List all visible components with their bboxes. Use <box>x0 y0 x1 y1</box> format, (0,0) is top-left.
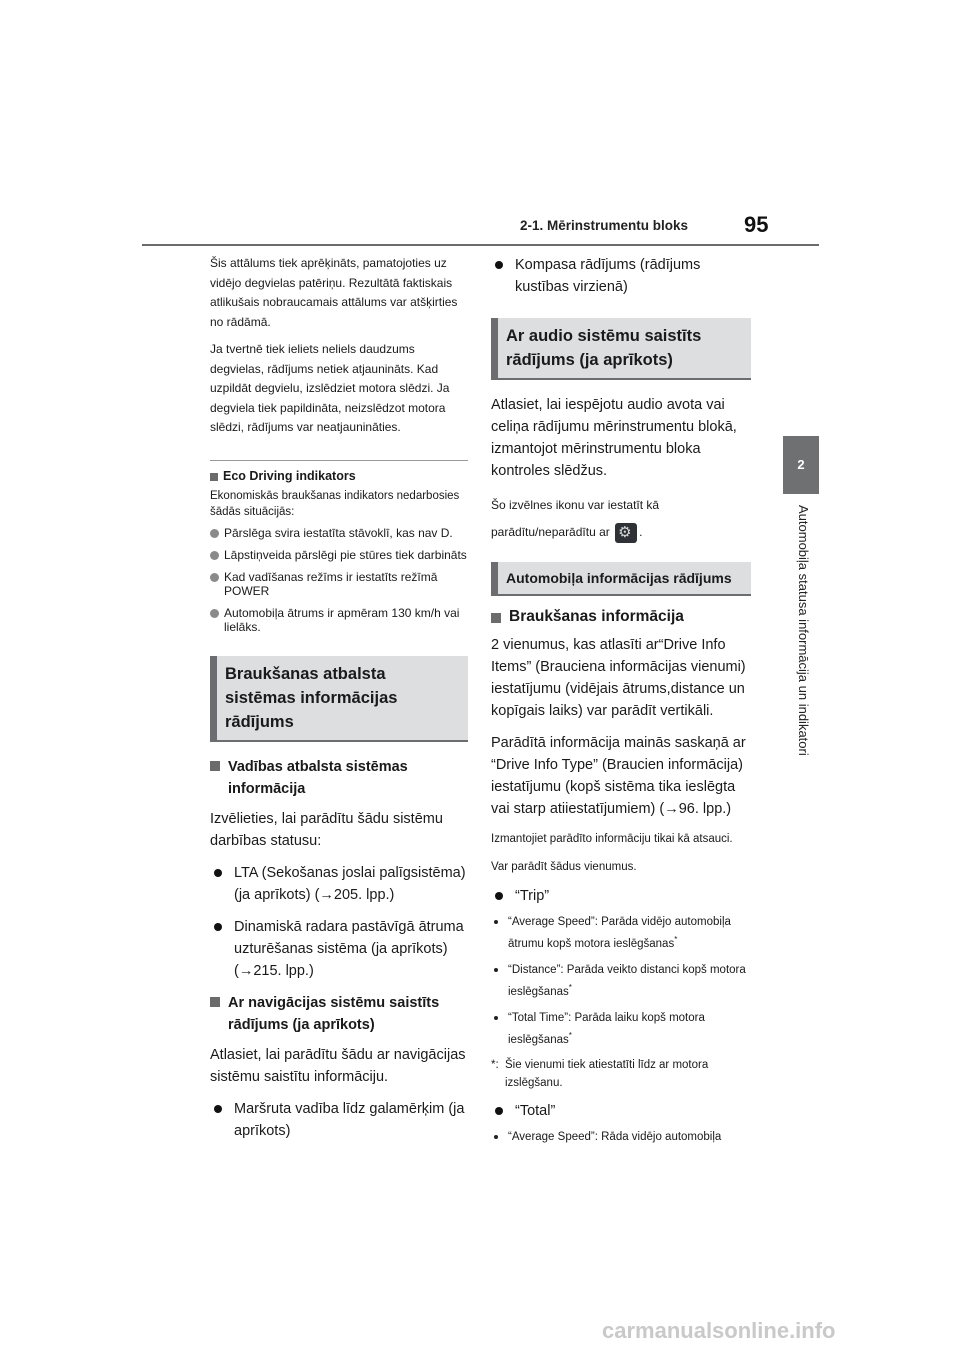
small-dot-icon <box>494 920 498 924</box>
square-bullet-icon <box>210 761 220 771</box>
section-divider <box>210 460 468 461</box>
grey-dot-icon <box>210 609 219 618</box>
reference-note: Izmantojiet parādīto informāciju tikai kā atsauci. <box>491 833 733 845</box>
list-item: Maršruta vadība līdz galamērķim (ja aprīkots) <box>210 1098 468 1142</box>
audio-note: Šo izvēlnes ikonu var iestatīt kā parādītu/neparādītu ar ⚙ . <box>491 498 660 541</box>
page-number: 95 <box>744 212 769 237</box>
list-item: “Average Speed”: Parāda vidējo automobiļa ātrumu kopš motora ieslēgšanas* <box>491 913 751 953</box>
section-title: 2-1. Mērinstrumentu bloks <box>520 218 689 233</box>
list-item: LTA (Sekošanas joslai palīgsistēma) (ja aprīkots) (→205. lpp.) <box>210 862 468 906</box>
chapter-tab: 2 <box>783 436 819 494</box>
grey-dot-icon <box>210 529 219 538</box>
watermark: carmanualsonline.info <box>602 1318 836 1343</box>
square-bullet-icon <box>210 473 218 481</box>
grey-dot-icon <box>210 551 219 560</box>
eco-driving-heading: Eco Driving indikators <box>210 469 468 483</box>
list-item: Automobiļa ātrums ir apmēram 130 km/h vai lielāks. <box>210 606 468 634</box>
intro-paragraph-1: Šis attālums tiek aprēķināts, pamatojoties uz vidējo degvielas patēriņu. Rezultātā faktiskais atlikušais nobraucamais attālums var atšķirties no rādāmā. <box>210 256 458 329</box>
bullet-icon <box>495 892 503 900</box>
header-divider <box>142 244 819 246</box>
list-item: Pārslēga svira iestatīta stāvoklī, kas nav D. <box>210 526 468 540</box>
vehicle-info-box-heading: Automobiļa informācijas rādījums <box>491 562 751 596</box>
intro-paragraph-2: Ja tvertnē tiek ieliets neliels daudzums degvielas, rādījums netiek atjaunināts. Kad uzpildāt degvielu, izslēdziet motora slēdzi. Ja degviela tiek papildināta, neizslēdzot motora slēdzi, rādījums var neatjaunināties. <box>210 342 450 434</box>
list-item: Lāpstiņveida pārslēgi pie stūres tiek darbināts <box>210 548 468 562</box>
bullet-icon <box>495 261 503 269</box>
driving-info-heading: Braukšanas informācija <box>491 608 751 626</box>
left-column <box>210 254 468 1152</box>
navigation-heading: Ar navigācijas sistēmu saistīts rādījums (ja aprīkots) <box>210 992 468 1036</box>
bullet-icon <box>495 1107 503 1115</box>
settings-gear-icon: ⚙ <box>615 523 637 543</box>
bullet-icon <box>214 1105 222 1113</box>
list-item: Dinamiskā radara pastāvīgā ātruma uzturēšanas sistēma (ja aprīkots) (→215. lpp.) <box>210 916 468 982</box>
list-item: “Average Speed”: Rāda vidējo automobiļa <box>491 1128 751 1146</box>
small-dot-icon <box>494 1135 498 1139</box>
right-column <box>491 254 751 1154</box>
grey-dot-icon <box>210 573 219 582</box>
list-item: Kad vadīšanas režīms ir iestatīts režīmā POWER <box>210 570 468 598</box>
navigation-intro: Atlasiet, lai parādītu šādu ar navigācijas sistēmu saistītu informāciju. <box>210 1046 466 1085</box>
bullet-icon <box>214 869 222 877</box>
list-item: “Distance”: Parāda veikto distanci kopš motora ieslēgšanas* <box>491 961 751 1001</box>
chapter-title: Automobiļa statusa informācija un indikatori <box>796 505 811 756</box>
eco-driving-intro: Ekonomiskās braukšanas indikators nedarbosies šādās situācijās: <box>210 489 460 518</box>
driving-support-box-heading: Braukšanas atbalsta sistēmas informācijas rādījums <box>210 656 468 742</box>
small-dot-icon <box>494 968 498 972</box>
driving-support-intro: Izvēlieties, lai parādītu šādu sistēmu darbības statusu: <box>210 810 443 849</box>
square-bullet-icon <box>210 997 220 1007</box>
items-note: Var parādīt šādus vienumus. <box>491 860 637 873</box>
trip-label: “Trip” <box>491 885 751 907</box>
driving-info-paragraph-1: 2 vienumus, kas atlasīti ar“Drive Info Items” (Brauciena informācijas vienumi) iestatījumu (vidējais ātrums,distance un kopīgais laiks) var parādīt vertikāli. <box>491 637 746 719</box>
total-label: “Total” <box>491 1100 751 1122</box>
bullet-icon <box>214 923 222 931</box>
footnote: *: Šie vienumi tiek atiestatīti līdz ar motora izslēgšanu. <box>491 1059 709 1090</box>
small-dot-icon <box>494 1016 498 1020</box>
driving-info-paragraph-2: Parādītā informācija mainās saskaņā ar “Drive Info Type” (Braucien informācija) iestatījumu (kopš sistēma tika ieslēgta vai starp atiiestatījumiem) (→96. lpp.) <box>491 735 746 817</box>
square-bullet-icon <box>491 613 501 623</box>
driving-support-heading: Vadības atbalsta sistēmas informācija <box>210 756 468 800</box>
audio-paragraph: Atlasiet, lai iespējotu audio avota vai celiņa rādījumu mērinstrumentu blokā, izmantojot mērinstrumentu bloka kontroles slēdžus. <box>491 397 737 479</box>
list-item: Kompasa rādījums (rādījums kustības virzienā) <box>491 254 751 298</box>
list-item: “Total Time”: Parāda laiku kopš motora ieslēgšanas* <box>491 1009 751 1049</box>
audio-box-heading: Ar audio sistēmu saistīts rādījums (ja aprīkots) <box>491 318 751 380</box>
